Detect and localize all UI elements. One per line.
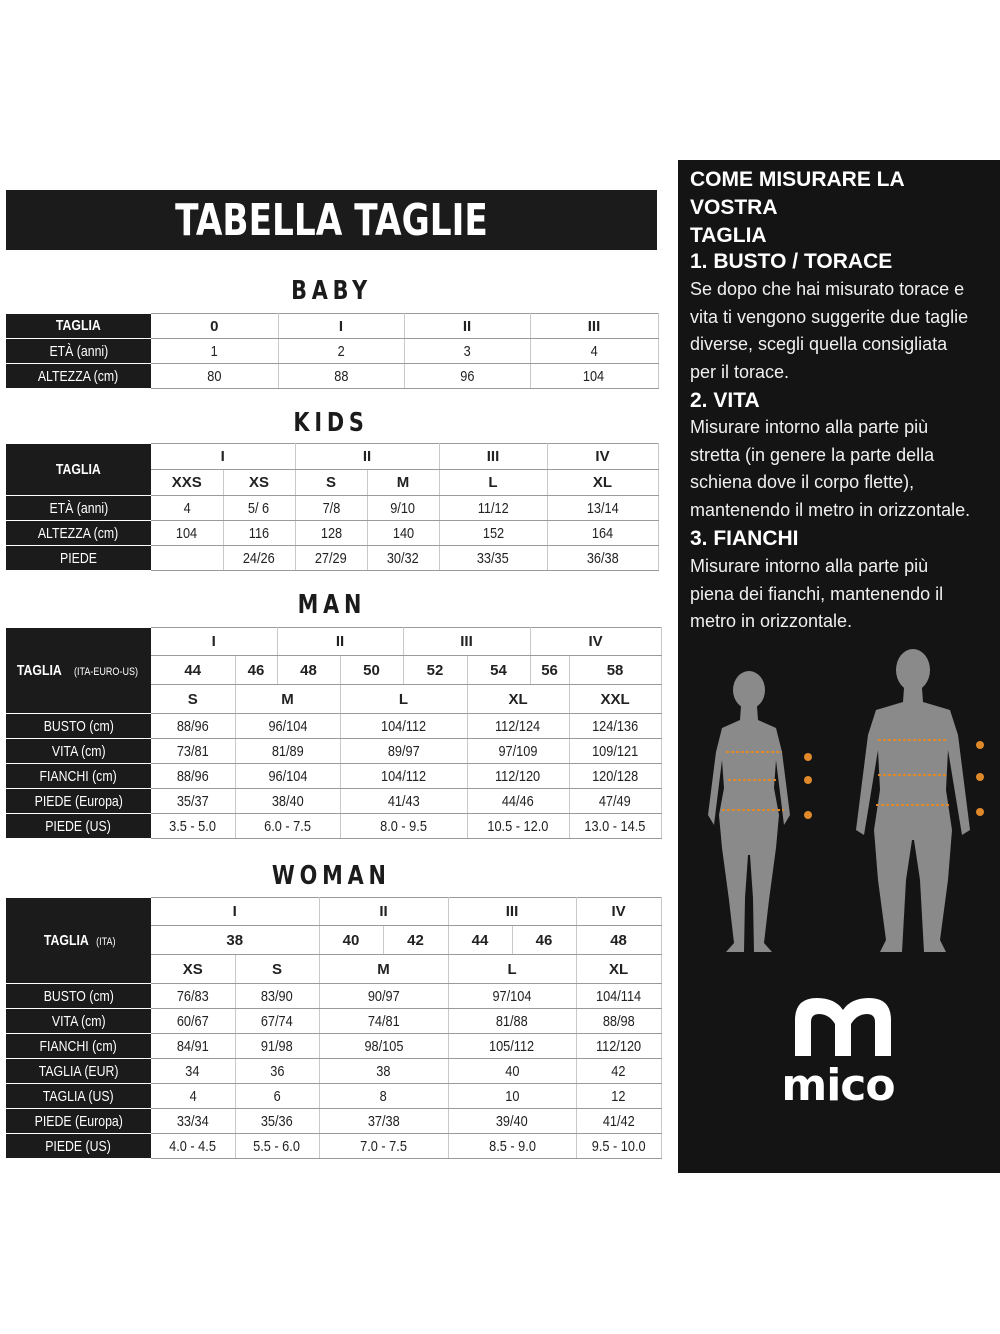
page-title-bar bbox=[6, 190, 657, 250]
table-cell: 9/10 bbox=[367, 496, 439, 521]
row-label: ALTEZZA (cm) bbox=[6, 521, 151, 546]
woman-group-iii: III bbox=[448, 898, 576, 926]
guide-section-1-text: Se dopo che hai misurato torace e vita ti vengono suggerite due taglie diverse, scegli quella consigliata per il torace. bbox=[690, 279, 969, 382]
table-cell: 12 bbox=[576, 1084, 661, 1109]
table-cell: 76/83 bbox=[151, 984, 235, 1009]
table-cell: 88/96 bbox=[151, 714, 235, 739]
table-cell: 88 bbox=[278, 364, 404, 389]
table-cell: 6.0 - 7.5 bbox=[235, 814, 340, 839]
man-size: L bbox=[340, 685, 467, 714]
man-size: M bbox=[235, 685, 340, 714]
table-cell: 67/74 bbox=[235, 1009, 319, 1034]
kids-taglia-label: TAGLIA bbox=[6, 444, 151, 496]
kids-table bbox=[6, 443, 659, 571]
guide-section-1-title: 1. BUSTO / TORACE bbox=[690, 250, 893, 273]
guide-section-2-text: Misurare intorno alla parte più stretta (in genere la parte della schiena dove il corpo flette), mantenendo il metro in orizzontale. bbox=[690, 417, 971, 520]
table-row bbox=[6, 1034, 661, 1059]
kids-size: XS bbox=[223, 470, 295, 496]
table-cell: 3 bbox=[404, 339, 530, 364]
baby-size-0: 0 bbox=[151, 314, 278, 339]
woman-number: 42 bbox=[383, 926, 448, 955]
table-row bbox=[6, 764, 661, 789]
man-number: 48 bbox=[277, 656, 340, 685]
table-cell: 140 bbox=[367, 521, 439, 546]
table-cell: 8.5 - 9.0 bbox=[448, 1134, 576, 1159]
man-number: 50 bbox=[340, 656, 403, 685]
male-measure-dots-icon bbox=[976, 741, 984, 816]
woman-group-ii: II bbox=[319, 898, 448, 926]
man-size: XXL bbox=[569, 685, 661, 714]
male-figure-icon bbox=[856, 649, 970, 952]
table-cell: 8.0 - 9.5 bbox=[340, 814, 467, 839]
table-cell: 73/81 bbox=[151, 739, 235, 764]
table-cell: 60/67 bbox=[151, 1009, 235, 1034]
table-cell: 40 bbox=[448, 1059, 576, 1084]
table-cell: 35/36 bbox=[235, 1109, 319, 1134]
table-row bbox=[6, 546, 658, 571]
guide-section-3-title: 3. FIANCHI bbox=[690, 527, 799, 550]
table-cell: 80 bbox=[151, 364, 278, 389]
table-cell: 109/121 bbox=[569, 739, 661, 764]
table-cell: 13/14 bbox=[547, 496, 658, 521]
baby-size-1: I bbox=[278, 314, 404, 339]
table-cell: 27/29 bbox=[295, 546, 367, 571]
man-group-i: I bbox=[151, 628, 277, 656]
woman-number: 46 bbox=[512, 926, 576, 955]
table-cell: 13.0 - 14.5 bbox=[569, 814, 661, 839]
row-label: ALTEZZA (cm) bbox=[6, 364, 151, 389]
table-cell: 74/81 bbox=[319, 1009, 448, 1034]
table-cell: 120/128 bbox=[569, 764, 661, 789]
table-cell: 83/90 bbox=[235, 984, 319, 1009]
kids-group-i: I bbox=[151, 444, 295, 470]
table-cell: 10.5 - 12.0 bbox=[467, 814, 569, 839]
kids-size: L bbox=[439, 470, 547, 496]
table-cell: 84/91 bbox=[151, 1034, 235, 1059]
man-number: 58 bbox=[569, 656, 661, 685]
guide-section-3-text: Misurare intorno alla parte più piena dei fianchi, mantenendo il metro in orizzontale. bbox=[690, 556, 944, 631]
table-row bbox=[6, 1084, 661, 1109]
table-row bbox=[6, 1134, 661, 1159]
table-cell: 97/104 bbox=[448, 984, 576, 1009]
table-cell: 98/105 bbox=[319, 1034, 448, 1059]
table-row bbox=[6, 496, 658, 521]
woman-number: 44 bbox=[448, 926, 512, 955]
table-cell: 47/49 bbox=[569, 789, 661, 814]
table-cell: 4 bbox=[151, 496, 223, 521]
table-cell: 5/ 6 bbox=[223, 496, 295, 521]
table-cell: 91/98 bbox=[235, 1034, 319, 1059]
row-label: PIEDE (Europa) bbox=[6, 789, 151, 814]
table-cell: 81/89 bbox=[235, 739, 340, 764]
baby-table bbox=[6, 313, 659, 389]
measure-guide-panel bbox=[678, 160, 1000, 1173]
table-row bbox=[6, 1109, 661, 1134]
table-row bbox=[6, 814, 661, 839]
table-cell: 96 bbox=[404, 364, 530, 389]
table-cell: 164 bbox=[547, 521, 658, 546]
table-cell: 7/8 bbox=[295, 496, 367, 521]
table-cell: 96/104 bbox=[235, 764, 340, 789]
table-cell: 24/26 bbox=[223, 546, 295, 571]
woman-number: 40 bbox=[319, 926, 383, 955]
man-number: 52 bbox=[403, 656, 467, 685]
row-label: PIEDE bbox=[6, 546, 151, 571]
table-row bbox=[6, 1059, 661, 1084]
table-cell: 6 bbox=[235, 1084, 319, 1109]
table-cell: 88/98 bbox=[576, 1009, 661, 1034]
table-row bbox=[6, 521, 658, 546]
row-label: PIEDE (US) bbox=[6, 814, 151, 839]
woman-number: 38 bbox=[151, 926, 319, 955]
kids-group-ii: II bbox=[295, 444, 439, 470]
row-label: ETÀ (anni) bbox=[6, 496, 151, 521]
kids-size: M bbox=[367, 470, 439, 496]
table-cell: 38 bbox=[319, 1059, 448, 1084]
table-row bbox=[6, 339, 658, 364]
kids-size: XL bbox=[547, 470, 658, 496]
row-label: FIANCHI (cm) bbox=[6, 764, 151, 789]
table-cell: 90/97 bbox=[319, 984, 448, 1009]
table-cell: 37/38 bbox=[319, 1109, 448, 1134]
row-label: ETÀ (anni) bbox=[6, 339, 151, 364]
table-cell: 36/38 bbox=[547, 546, 658, 571]
man-heading: MAN bbox=[297, 590, 366, 620]
mico-logo-icon bbox=[778, 990, 908, 1060]
woman-size: XL bbox=[576, 955, 661, 984]
woman-heading: WOMAN bbox=[272, 861, 391, 891]
table-cell: 2 bbox=[278, 339, 404, 364]
baby-size-2: II bbox=[404, 314, 530, 339]
table-cell: 1 bbox=[151, 339, 278, 364]
table-row bbox=[6, 714, 661, 739]
row-label: BUSTO (cm) bbox=[6, 714, 151, 739]
kids-heading: KIDS bbox=[293, 408, 370, 438]
table-row bbox=[6, 898, 661, 926]
table-row bbox=[6, 984, 661, 1009]
table-cell: 152 bbox=[439, 521, 547, 546]
table-cell: 112/124 bbox=[467, 714, 569, 739]
baby-taglia-label: TAGLIA bbox=[6, 314, 151, 339]
table-cell: 81/88 bbox=[448, 1009, 576, 1034]
woman-group-i: I bbox=[151, 898, 319, 926]
table-cell: 97/109 bbox=[467, 739, 569, 764]
table-cell: 33/34 bbox=[151, 1109, 235, 1134]
man-group-iv: IV bbox=[530, 628, 661, 656]
table-cell: 42 bbox=[576, 1059, 661, 1084]
mico-logo-text: mico bbox=[781, 1060, 895, 1111]
table-cell: 5.5 - 6.0 bbox=[235, 1134, 319, 1159]
table-cell: 41/42 bbox=[576, 1109, 661, 1134]
man-number: 56 bbox=[530, 656, 569, 685]
baby-size-3: III bbox=[530, 314, 658, 339]
row-label: VITA (cm) bbox=[6, 739, 151, 764]
table-cell: 104/114 bbox=[576, 984, 661, 1009]
guide-title: COME MISURARE LA VOSTRA TAGLIA bbox=[690, 168, 904, 247]
table-cell: 10 bbox=[448, 1084, 576, 1109]
table-cell: 105/112 bbox=[448, 1034, 576, 1059]
kids-size: XXS bbox=[151, 470, 223, 496]
table-cell: 128 bbox=[295, 521, 367, 546]
body-figures-illustration bbox=[678, 640, 1000, 960]
guide-section-2-title: 2. VITA bbox=[690, 389, 760, 412]
table-row bbox=[6, 444, 658, 470]
woman-group-iv: IV bbox=[576, 898, 661, 926]
table-cell: 39/40 bbox=[448, 1109, 576, 1134]
table-cell: 36 bbox=[235, 1059, 319, 1084]
kids-size: S bbox=[295, 470, 367, 496]
man-number: 44 bbox=[151, 656, 235, 685]
table-cell: 4.0 - 4.5 bbox=[151, 1134, 235, 1159]
table-cell: 112/120 bbox=[467, 764, 569, 789]
table-row bbox=[6, 1009, 661, 1034]
page-title: TABELLA TAGLIE bbox=[175, 194, 488, 246]
woman-size: M bbox=[319, 955, 448, 984]
woman-size: S bbox=[235, 955, 319, 984]
table-cell: 112/120 bbox=[576, 1034, 661, 1059]
woman-taglia-label: TAGLIA (ITA) bbox=[6, 898, 151, 984]
row-label: PIEDE (Europa) bbox=[6, 1109, 151, 1134]
table-cell: 4 bbox=[530, 339, 658, 364]
man-group-iii: III bbox=[403, 628, 530, 656]
baby-heading: BABY bbox=[291, 276, 372, 306]
man-number: 46 bbox=[235, 656, 277, 685]
table-cell: 11/12 bbox=[439, 496, 547, 521]
table-cell: 104/112 bbox=[340, 714, 467, 739]
table-cell: 104 bbox=[151, 521, 223, 546]
table-cell: 41/43 bbox=[340, 789, 467, 814]
table-cell: 44/46 bbox=[467, 789, 569, 814]
man-group-ii: II bbox=[277, 628, 403, 656]
row-label: TAGLIA (EUR) bbox=[6, 1059, 151, 1084]
table-cell: 104/112 bbox=[340, 764, 467, 789]
row-label: BUSTO (cm) bbox=[6, 984, 151, 1009]
kids-group-iv: IV bbox=[547, 444, 658, 470]
row-label: FIANCHI (cm) bbox=[6, 1034, 151, 1059]
table-cell: 7.0 - 7.5 bbox=[319, 1134, 448, 1159]
table-cell: 33/35 bbox=[439, 546, 547, 571]
female-measure-dots-icon bbox=[804, 753, 812, 819]
table-cell: 89/97 bbox=[340, 739, 467, 764]
table-row bbox=[6, 314, 658, 339]
row-label: PIEDE (US) bbox=[6, 1134, 151, 1159]
woman-table bbox=[6, 897, 662, 1159]
table-cell: 34 bbox=[151, 1059, 235, 1084]
woman-size: L bbox=[448, 955, 576, 984]
man-size: S bbox=[151, 685, 235, 714]
table-cell: 96/104 bbox=[235, 714, 340, 739]
table-cell bbox=[151, 546, 223, 571]
table-cell: 116 bbox=[223, 521, 295, 546]
woman-number: 48 bbox=[576, 926, 661, 955]
table-row bbox=[6, 364, 658, 389]
man-table bbox=[6, 627, 662, 839]
woman-size: XS bbox=[151, 955, 235, 984]
table-cell: 38/40 bbox=[235, 789, 340, 814]
man-size: XL bbox=[467, 685, 569, 714]
table-row bbox=[6, 789, 661, 814]
table-cell: 4 bbox=[151, 1084, 235, 1109]
table-cell: 30/32 bbox=[367, 546, 439, 571]
table-cell: 9.5 - 10.0 bbox=[576, 1134, 661, 1159]
kids-group-iii: III bbox=[439, 444, 547, 470]
row-label: VITA (cm) bbox=[6, 1009, 151, 1034]
row-label: TAGLIA (US) bbox=[6, 1084, 151, 1109]
table-cell: 3.5 - 5.0 bbox=[151, 814, 235, 839]
female-figure-icon bbox=[708, 671, 790, 952]
table-cell: 8 bbox=[319, 1084, 448, 1109]
table-cell: 104 bbox=[530, 364, 658, 389]
table-cell: 124/136 bbox=[569, 714, 661, 739]
table-cell: 88/96 bbox=[151, 764, 235, 789]
table-cell: 35/37 bbox=[151, 789, 235, 814]
man-taglia-label: TAGLIA (ITA-EURO-US) bbox=[6, 628, 151, 714]
table-row bbox=[6, 628, 661, 656]
table-row bbox=[6, 739, 661, 764]
man-number: 54 bbox=[467, 656, 530, 685]
